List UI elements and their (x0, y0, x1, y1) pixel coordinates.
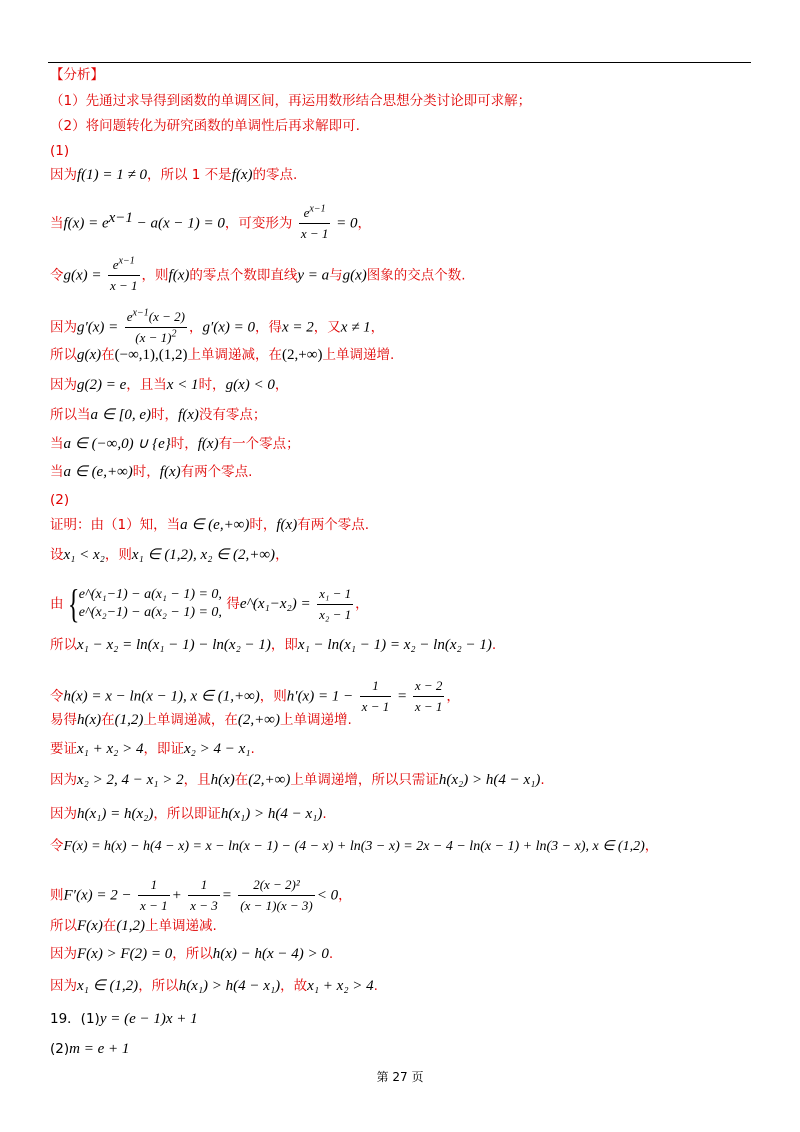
part1-line9: 当a ∈ (e,+∞)时，f(x)有两个零点. (50, 464, 253, 480)
part2-line4: 所以x₁ − x₂ = ln(x₁ − 1) − ln(x₂ − 1)，即x₁ − ln(x₁ − 1) = x₂ − ln(x₂ − 1). (50, 637, 497, 653)
analysis-point-1: （1）先通过求导得到函数的单调区间，再运用数形结合思想分类讨论即可求解； (50, 93, 532, 109)
part2-line12: 所以F(x)在(1,2)上单调递减. (50, 918, 217, 934)
part2-label: (2) (50, 492, 70, 508)
part2-line11: 则F′(x) = 2 − $\frac{1}{x - 1}$ + $\frac{1}{x - 3}$ = $\frac{\text{2(x − 2)²}}{(x - 1)(x - 3)}$ < 0， (50, 877, 352, 913)
part2-line8: 因为x₂ > 2, 4 − x₁ > 2，且h(x)在(2,+∞)上单调递增，所以只需证h(x₂) > h(4 − x₁). (50, 772, 545, 788)
part2-line1: 证明：由（1）知，当a ∈ (e,+∞)时，f(x)有两个零点. (50, 517, 369, 533)
part1-line3: 令g(x) = $\frac{e^{x-1}}{x - 1}$ ，则f(x)的零点个数即直线y = a与g(x)图象的交点个数. (50, 255, 466, 293)
q19-line2: (2)m = e + 1 (50, 1041, 130, 1057)
analysis-heading: 【分析】 (50, 67, 104, 83)
part2-line9: 因为h(x₁) = h(x₂)，所以即证h(x₁) > h(4 − x₁). (50, 806, 327, 822)
top-rule (48, 62, 751, 63)
part1-label: (1) (50, 143, 70, 159)
part1-line7: 所以当a ∈ [0, e)时，f(x)没有零点； (50, 407, 267, 423)
page-number: 第 27 页 (376, 1070, 424, 1084)
part2-line14: 因为x₁ ∈ (1,2)，所以h(x₁) > h(4 − x₁)，故x₁ + x₂ > 4. (50, 978, 378, 994)
part2-line13: 因为F(x) > F(2) = 0，所以h(x) − h(x − 4) > 0. (50, 946, 334, 962)
part2-line6: 易得h(x)在(1,2)上单调递减，在(2,+∞)上单调递增. (50, 712, 352, 728)
part2-line5: 令h(x) = x − ln(x − 1), x ∈ (1,+∞)，则h′(x) = 1 − $\frac{1}{x - 1}$ = $\frac{x - 2}{x - 1}$ ， (50, 678, 460, 714)
part1-line4: 因为g′(x) = $\frac{e^{x-1}(x - 2)}{(x - 1)^2}$ ，g′(x) = 0，得x = 2，又x ≠ 1， (50, 307, 385, 345)
part2-line10: 令F(x) = h(x) − h(4 − x) = x − ln(x − 1) − (4 − x) + ln(3 − x) = 2x − 4 − ln(x − 1) + ln(3 − x), x ∈ (1,2)， (50, 838, 659, 854)
part2-line2: 设x₁ < x₂，则x₁ ∈ (1,2), x₂ ∈ (2,+∞)， (50, 547, 289, 563)
part2-line7: 要证x₁ + x₂ > 4，即证x₂ > 4 − x₁. (50, 741, 255, 757)
part1-line6: 因为g(2) = e，且当x < 1时，g(x) < 0， (50, 377, 289, 393)
analysis-point-2: （2）将问题转化为研究函数的单调性后再求解即可. (50, 118, 360, 134)
part1-line1: 因为f(1) = 1 ≠ 0，所以 1 不是f(x)的零点. (50, 167, 298, 183)
q19-line1: 19．(1)y = (e − 1)x + 1 (50, 1011, 198, 1027)
part1-line5: 所以g(x)在(−∞,1),(1,2)上单调递减，在(2,+∞)上单调递增. (50, 347, 395, 363)
part1-line8: 当a ∈ (−∞,0) ∪ {e}时，f(x)有一个零点； (50, 436, 300, 452)
part2-line3: 由{ e^(x₁−1) − a(x₁ − 1) = 0, e^(x₂−1) − a(x₂ − 1) = 0, 得e^(x₁−x₂) = $\frac{\text{x₁ − 1}}{\text{x₂ − 1}}$ ， (50, 581, 369, 626)
part1-line2: 当$f(x) = e^{x-1} - a(x - 1) = 0$，可变形为 $\frac{e^{x-1}}{x - 1}$ = 0， (50, 203, 372, 241)
